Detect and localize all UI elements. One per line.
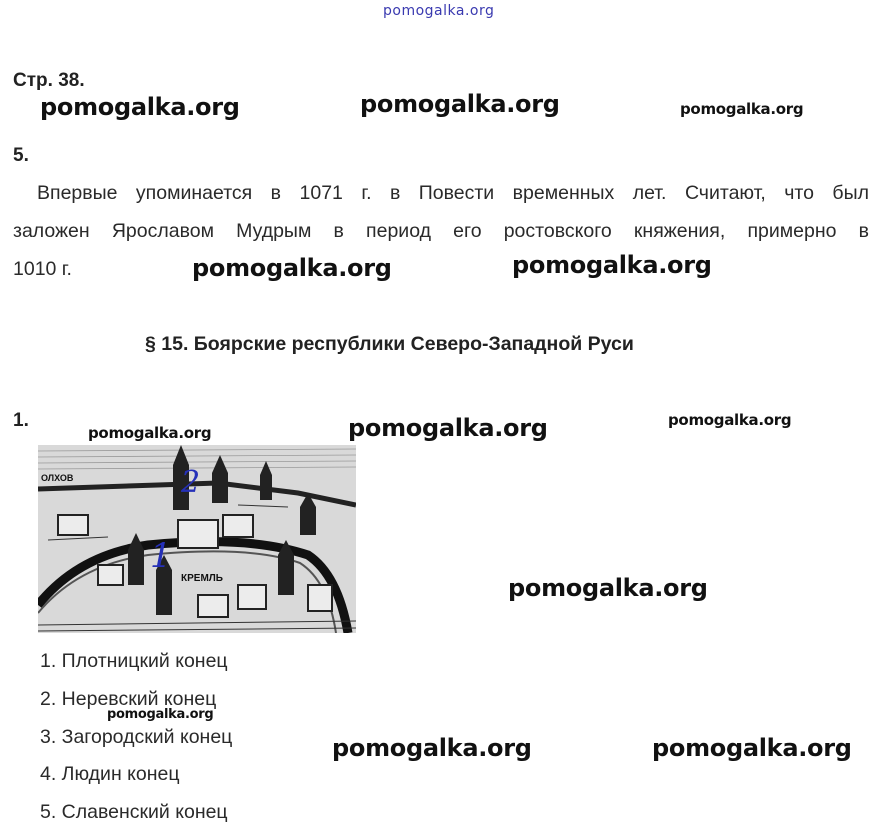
list-item: 2. Неревский конец bbox=[40, 688, 217, 710]
task-5-line-2: заложен Ярославом Мудрым в период его ростовского княжения, примерно в bbox=[13, 220, 869, 242]
handwritten-mark-1: 1 bbox=[150, 536, 172, 576]
task-5-line-3: 1010 г. bbox=[13, 258, 72, 280]
watermark: pomogalka.org bbox=[512, 251, 712, 279]
watermark: pomogalka.org bbox=[652, 734, 852, 762]
watermark: pomogalka.org bbox=[192, 254, 392, 282]
map-label-volkhov: ОЛХОВ bbox=[41, 473, 74, 483]
task-5-line-1: Впервые упоминается в 1071 г. в Повести временных лет. Считают, что был bbox=[37, 182, 869, 204]
section-title: § 15. Боярские республики Северо-Западной Руси bbox=[145, 333, 634, 355]
watermark: pomogalka.org bbox=[360, 90, 560, 118]
task-number: 1. bbox=[13, 410, 29, 431]
watermark: pomogalka.org bbox=[348, 414, 548, 442]
list-item: 5. Славенский конец bbox=[40, 801, 228, 823]
handwritten-mark-2: 2 bbox=[181, 465, 201, 500]
list-item: 1. Плотницкий конец bbox=[40, 650, 228, 672]
list-item: 4. Людин конец bbox=[40, 763, 180, 785]
page-reference: Стр. 38. bbox=[13, 70, 85, 91]
map-label-kremlin: КРЕМЛЬ bbox=[181, 573, 223, 584]
watermark: pomogalka.org bbox=[88, 424, 212, 442]
list-item: 3. Загородский конец bbox=[40, 726, 233, 748]
site-watermark-top: pomogalka.org bbox=[383, 3, 495, 19]
novgorod-map-image bbox=[38, 445, 356, 633]
task-number: 5. bbox=[13, 145, 29, 166]
watermark: pomogalka.org bbox=[332, 734, 532, 762]
watermark: pomogalka.org bbox=[508, 574, 708, 602]
watermark: pomogalka.org bbox=[107, 707, 214, 722]
watermark: pomogalka.org bbox=[40, 93, 240, 121]
watermark: pomogalka.org bbox=[680, 100, 804, 118]
watermark: pomogalka.org bbox=[668, 411, 792, 429]
